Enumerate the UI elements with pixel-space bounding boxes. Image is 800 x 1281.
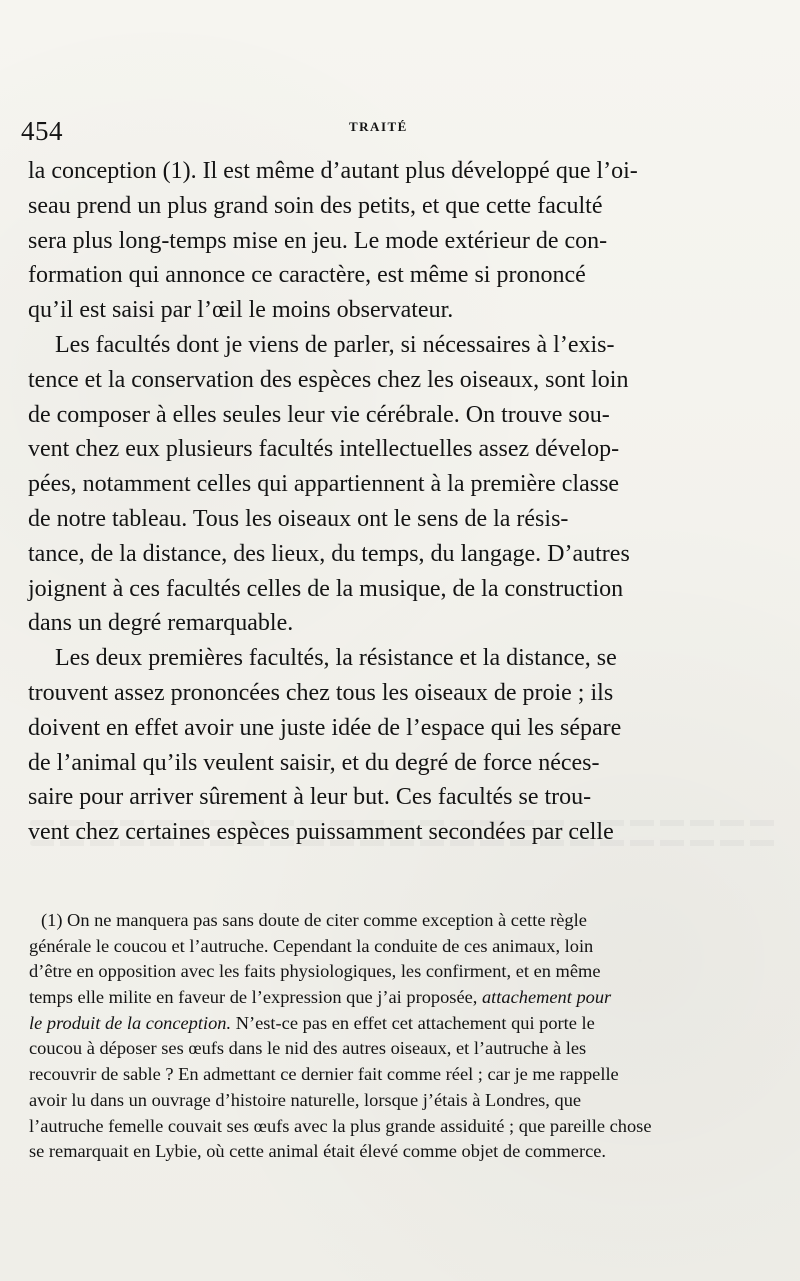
main-text-line: vent chez certaines espèces puissamment secondées par celle	[28, 819, 614, 846]
footnote-line	[29, 985, 771, 1011]
footnote-italic-phrase: le produit de la conception.	[29, 1012, 232, 1033]
footnote-text-segment: N’est-ce pas en effet cet attachement qui porte le	[235, 1012, 595, 1033]
main-text-line: la conception (1). Il est même d’autant plus développé que l’oi-	[28, 158, 638, 184]
main-text-line: trouvent assez prononcées chez tous les oiseaux de proie ; ils	[28, 679, 614, 706]
main-text-line: sera plus long-temps mise en jeu. Le mode extérieur de con-	[28, 227, 608, 254]
main-text-line: Les facultés dont je viens de parler, si nécessaires à l’exis-	[55, 331, 615, 358]
footnote-line: d’être en opposition avec les faits physiologiques, les confirment, et en même	[29, 961, 601, 982]
page-number: 454	[21, 116, 63, 146]
footnote-line	[29, 1011, 771, 1037]
main-text-line: formation qui annonce ce caractère, est même si prononcé	[28, 262, 586, 289]
main-text-line: de composer à elles seules leur vie cérébrale. On trouve sou-	[28, 401, 610, 428]
footnote-text-segment: temps elle milite en faveur de l’expression que j’ai proposée,	[29, 987, 478, 1008]
main-text-line: pées, notamment celles qui appartiennent à la première classe	[28, 471, 620, 498]
footnote-line: se remarquait en Lybie, où cette animal était élevé comme objet de commerce.	[29, 1141, 607, 1162]
main-text-block	[28, 154, 772, 850]
main-text-line: vent chez eux plusieurs facultés intellectuelles assez dévelop-	[28, 436, 620, 463]
main-text-line: dans un degré remarquable.	[28, 610, 294, 637]
footnote-line: générale le coucou et l’autruche. Cependant la conduite de ces animaux, loin	[29, 935, 594, 956]
main-text-line: de l’animal qu’ils veulent saisir, et du degré de force néces-	[28, 749, 600, 776]
main-text-line: seau prend un plus grand soin des petits, et que cette faculté	[28, 192, 603, 219]
footnote-line: (1) On ne manquera pas sans doute de citer comme exception à cette règle	[41, 910, 587, 930]
main-text-line: doivent en effet avoir une juste idée de l’espace qui les sépare	[28, 714, 622, 741]
footnote-block	[29, 908, 771, 1165]
main-text-line: saire pour arriver sûrement à leur but. Ces facultés se trou-	[28, 784, 592, 811]
footnote-line: recouvrir de sable ? En admettant ce dernier fait comme réel ; car je me rappelle	[29, 1064, 619, 1085]
footnote-italic-phrase: attachement pour	[481, 987, 612, 1008]
main-text-line: tance, de la distance, des lieux, du temps, du langage. D’autres	[28, 540, 630, 567]
main-text-line: Les deux premières facultés, la résistance et la distance, se	[55, 645, 617, 672]
main-text-line: qu’il est saisi par l’œil le moins observateur.	[28, 297, 454, 324]
footnote-line: avoir lu dans un ouvrage d’histoire naturelle, lorsque j’étais à Londres, que	[29, 1089, 582, 1110]
main-text-line: joignent à ces facultés celles de la musique, de la construction	[28, 575, 624, 602]
main-text-line: de notre tableau. Tous les oiseaux ont le sens de la résis-	[28, 505, 569, 532]
main-text-line: tence et la conservation des espèces chez les oiseaux, sont loin	[28, 366, 629, 393]
footnote-line: l’autruche femelle couvait ses œufs avec la plus grande assiduité ; que pareille chose	[29, 1115, 652, 1136]
running-title: TRAITÉ	[349, 119, 408, 134]
footnote-line: coucou à déposer ses œufs dans le nid des autres oiseaux, et l’autruche à les	[29, 1038, 587, 1059]
